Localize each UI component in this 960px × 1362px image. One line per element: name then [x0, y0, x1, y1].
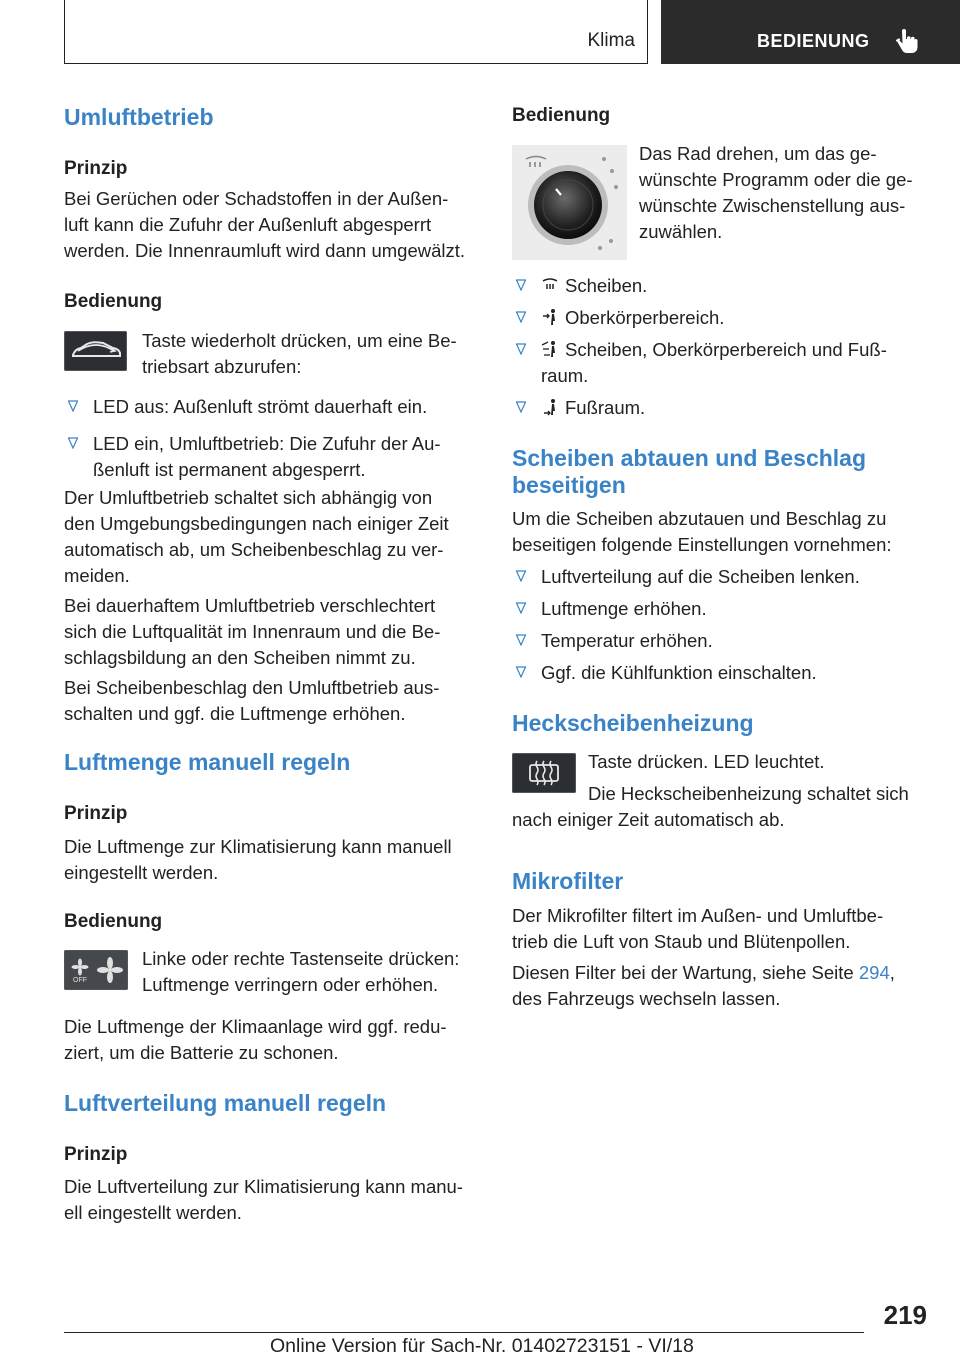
online-version-footer: Online Version für Sach-Nr. 01402723151 - VI/18 — [270, 1335, 694, 1357]
fan-off-button-icon — [64, 950, 128, 990]
heck-instruction-line: Die Heckscheibenheizung schaltet sich — [588, 783, 909, 804]
air-distribution-dial — [512, 145, 627, 260]
triangle-bullet-icon — [516, 570, 526, 582]
body-text-line: des Fahrzeugs wechseln lassen. — [512, 988, 781, 1009]
header-section-title: Klima — [587, 30, 635, 51]
list-item-text: Scheiben. — [565, 275, 648, 296]
body-text-line: Der Mikrofilter filtert im Außen- und Umluftbe- — [512, 905, 884, 926]
body-text-line — [512, 960, 924, 986]
list-item-text: Fußraum. — [565, 397, 646, 418]
bedienung-instruction-line: Taste wiederholt drücken, um eine Be- — [142, 330, 457, 351]
subheading-prinzip: Prinzip — [64, 1144, 128, 1165]
body-text-line: ziert, um die Batterie zu schonen. — [64, 1042, 339, 1063]
header-section-box — [64, 0, 648, 64]
rear-defrost-icon — [512, 753, 576, 793]
heck-instruction-line: nach einiger Zeit automatisch ab. — [512, 809, 785, 830]
list-item-text: Luftverteilung auf die Scheiben lenken. — [541, 566, 860, 587]
triangle-bullet-icon — [516, 401, 526, 413]
fan-button — [64, 950, 128, 990]
dial-instruction-line: wünschte Zwischenstellung aus- — [639, 195, 906, 216]
list-item-content — [541, 395, 924, 421]
text-fragment: , — [889, 962, 895, 983]
list-item-text: Temperatur erhöhen. — [541, 630, 713, 651]
prinzip-text-line: werden. Die Innenraumluft wird dann umgewälzt. — [64, 240, 466, 261]
body-text-line: Bei Scheibenbeschlag den Umluftbetrieb aus- — [64, 677, 440, 698]
body-text-line: schalten und ggf. die Luftmenge erhöhen. — [64, 703, 406, 724]
body-text-line: Um die Scheiben abzutauen und Beschlag zu — [512, 508, 887, 529]
triangle-bullet-icon — [516, 279, 526, 291]
fan-off-label: OFF — [73, 977, 87, 984]
subheading-bedienung: Bedienung — [64, 291, 163, 312]
list-item-content — [541, 337, 924, 363]
upper-body-icon — [541, 308, 559, 326]
header-chapter-title: BEDIENUNG — [757, 31, 870, 51]
body-text-line: meiden. — [64, 565, 130, 586]
prinzip-text-line: ell eingestellt werden. — [64, 1202, 242, 1223]
triangle-bullet-icon — [516, 311, 526, 323]
body-text-line: Bei dauerhaftem Umluftbetrieb verschlechtert — [64, 595, 436, 616]
body-text-line: schlagsbildung an den Scheiben nimmt zu. — [64, 647, 416, 668]
prinzip-text-line: Bei Gerüchen oder Schadstoffen in der Außen- — [64, 188, 449, 209]
dial-instruction-line: Das Rad drehen, um das ge- — [639, 143, 877, 164]
list-item-text: raum. — [541, 365, 589, 386]
heading-umluftbetrieb: Umluftbetrieb — [64, 104, 214, 130]
list-item-content — [541, 305, 924, 331]
windshield-body-feet-icon — [541, 340, 559, 358]
dial-instruction-line: wünschte Programm oder die ge- — [639, 169, 913, 190]
recirculation-button — [64, 331, 127, 371]
list-item-text: LED aus: Außenluft strömt dauerhaft ein. — [93, 396, 428, 417]
subheading-prinzip: Prinzip — [64, 803, 128, 824]
list-item-text: Scheiben, Oberkörperbereich und Fuß- — [565, 339, 887, 360]
triangle-bullet-icon — [516, 602, 526, 614]
air-distribution-dial-icon — [512, 145, 627, 260]
heading-luftverteilung: Luftverteilung manuell regeln — [64, 1090, 387, 1116]
triangle-bullet-icon — [516, 634, 526, 646]
list-item-text: Luftmenge erhöhen. — [541, 598, 707, 619]
heading-heckscheibenheizung: Heckscheibenheizung — [512, 710, 754, 736]
prinzip-text-line: luft kann die Zufuhr der Außenluft abgesperrt — [64, 214, 432, 235]
heck-instruction-line: Taste drücken. LED leuchtet. — [588, 751, 825, 772]
rear-defrost-button — [512, 753, 576, 793]
text-fragment: Diesen Filter bei der Wartung, siehe Seite — [512, 962, 859, 983]
subheading-prinzip: Prinzip — [64, 158, 128, 179]
bedienung-instruction-line: Linke oder rechte Tastenseite drücken: — [142, 948, 460, 969]
pointing-hand-icon — [894, 26, 922, 54]
bedienung-instruction-line: triebsart abzurufen: — [142, 356, 302, 377]
list-item-text: Ggf. die Kühlfunktion einschalten. — [541, 662, 817, 683]
footer-divider — [64, 1332, 864, 1333]
triangle-bullet-icon — [68, 400, 78, 412]
heading-luftmenge: Luftmenge manuell regeln — [64, 749, 351, 775]
heading-scheiben-abtauen: Scheiben abtauen und Beschlag — [512, 445, 867, 471]
body-text-line: automatisch ab, um Scheibenbeschlag zu ver- — [64, 539, 444, 560]
heading-scheiben-abtauen: beseitigen — [512, 472, 626, 498]
list-item-text: LED ein, Umluftbetrieb: Die Zufuhr der Au- — [93, 433, 441, 454]
dial-instruction-line: zuwählen. — [639, 221, 723, 242]
list-item-text: ßenluft ist permanent abgesperrt. — [93, 459, 366, 480]
body-text-line: den Umgebungsbedingungen nach einiger Zeit — [64, 513, 449, 534]
triangle-bullet-icon — [516, 343, 526, 355]
header-chapter-box — [661, 0, 960, 64]
subheading-bedienung: Bedienung — [512, 105, 611, 126]
heading-mikrofilter: Mikrofilter — [512, 868, 624, 894]
body-text-line: Der Umluftbetrieb schaltet sich abhängig von — [64, 487, 433, 508]
bedienung-instruction-line: Luftmenge verringern oder erhöhen. — [142, 974, 439, 995]
footwell-icon — [541, 398, 559, 416]
prinzip-text-line: eingestellt werden. — [64, 862, 219, 883]
page-number: 219 — [883, 1300, 927, 1330]
page-link-294[interactable]: 294 — [858, 962, 890, 983]
list-item-text: Oberkörperbereich. — [565, 307, 725, 328]
subheading-bedienung: Bedienung — [64, 911, 163, 932]
list-item-content — [541, 273, 924, 299]
triangle-bullet-icon — [68, 437, 78, 449]
body-text-line: sich die Luftqualität im Innenraum und die Be- — [64, 621, 441, 642]
prinzip-text-line: Die Luftmenge zur Klimatisierung kann manuell — [64, 836, 452, 857]
windshield-icon — [541, 276, 559, 294]
recirculation-car-icon — [64, 331, 127, 371]
body-text-line: trieb die Luft von Staub und Blütenpollen. — [512, 931, 851, 952]
body-text-line: Die Luftmenge der Klimaanlage wird ggf. redu- — [64, 1016, 447, 1037]
prinzip-text-line: Die Luftverteilung zur Klimatisierung kann manu- — [64, 1176, 463, 1197]
body-text-line: beseitigen folgende Einstellungen vornehmen: — [512, 534, 892, 555]
triangle-bullet-icon — [516, 666, 526, 678]
